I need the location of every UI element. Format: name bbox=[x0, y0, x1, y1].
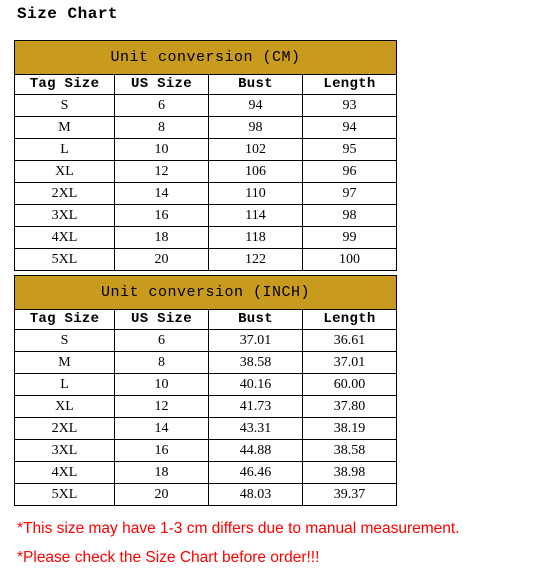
length-cell: 37.01 bbox=[303, 352, 397, 374]
length-cell: 38.19 bbox=[303, 418, 397, 440]
length-cell: 100 bbox=[303, 249, 397, 271]
table-row bbox=[15, 95, 397, 117]
table-caption: Unit conversion (CM) bbox=[15, 41, 397, 75]
tag-size-cell: 3XL bbox=[15, 440, 115, 462]
column-header-bust: Bust bbox=[209, 75, 303, 95]
table-row bbox=[15, 183, 397, 205]
length-cell: 96 bbox=[303, 161, 397, 183]
measurement-note: *This size may have 1-3 cm differs due to manual measurement. bbox=[17, 520, 460, 537]
us-size-cell: 8 bbox=[115, 117, 209, 139]
length-cell: 36.61 bbox=[303, 330, 397, 352]
bust-cell: 46.46 bbox=[209, 462, 303, 484]
table-row bbox=[15, 161, 397, 183]
us-size-cell: 8 bbox=[115, 352, 209, 374]
us-size-cell: 6 bbox=[115, 95, 209, 117]
length-cell: 94 bbox=[303, 117, 397, 139]
bust-cell: 38.58 bbox=[209, 352, 303, 374]
us-size-cell: 10 bbox=[115, 374, 209, 396]
us-size-cell: 18 bbox=[115, 227, 209, 249]
tag-size-cell: 3XL bbox=[15, 205, 115, 227]
bust-cell: 94 bbox=[209, 95, 303, 117]
bust-cell: 48.03 bbox=[209, 484, 303, 506]
tag-size-cell: 5XL bbox=[15, 484, 115, 506]
bust-cell: 40.16 bbox=[209, 374, 303, 396]
table-row bbox=[15, 440, 397, 462]
length-cell: 38.58 bbox=[303, 440, 397, 462]
table-caption: Unit conversion (INCH) bbox=[15, 276, 397, 310]
check-chart-note: *Please check the Size Chart before order!!! bbox=[17, 549, 320, 566]
tag-size-cell: XL bbox=[15, 396, 115, 418]
us-size-cell: 16 bbox=[115, 440, 209, 462]
bust-cell: 118 bbox=[209, 227, 303, 249]
table-row bbox=[15, 484, 397, 506]
length-cell: 39.37 bbox=[303, 484, 397, 506]
us-size-cell: 12 bbox=[115, 396, 209, 418]
bust-cell: 122 bbox=[209, 249, 303, 271]
tag-size-cell: L bbox=[15, 374, 115, 396]
table-row bbox=[15, 374, 397, 396]
us-size-cell: 20 bbox=[115, 484, 209, 506]
bust-cell: 102 bbox=[209, 139, 303, 161]
us-size-cell: 10 bbox=[115, 139, 209, 161]
us-size-cell: 12 bbox=[115, 161, 209, 183]
tag-size-cell: 5XL bbox=[15, 249, 115, 271]
us-size-cell: 16 bbox=[115, 205, 209, 227]
length-cell: 99 bbox=[303, 227, 397, 249]
column-header-us-size: US Size bbox=[115, 310, 209, 330]
table-row bbox=[15, 462, 397, 484]
us-size-cell: 6 bbox=[115, 330, 209, 352]
us-size-cell: 18 bbox=[115, 462, 209, 484]
column-header-length: Length bbox=[303, 310, 397, 330]
bust-cell: 110 bbox=[209, 183, 303, 205]
tag-size-cell: 4XL bbox=[15, 462, 115, 484]
column-header-bust: Bust bbox=[209, 310, 303, 330]
table-row bbox=[15, 139, 397, 161]
tag-size-cell: XL bbox=[15, 161, 115, 183]
bust-cell: 44.88 bbox=[209, 440, 303, 462]
tag-size-cell: M bbox=[15, 352, 115, 374]
column-header-us-size: US Size bbox=[115, 75, 209, 95]
table-row bbox=[15, 352, 397, 374]
bust-cell: 106 bbox=[209, 161, 303, 183]
bust-cell: 98 bbox=[209, 117, 303, 139]
length-cell: 93 bbox=[303, 95, 397, 117]
tag-size-cell: 4XL bbox=[15, 227, 115, 249]
table-row bbox=[15, 249, 397, 271]
length-cell: 60.00 bbox=[303, 374, 397, 396]
table-row bbox=[15, 396, 397, 418]
tag-size-cell: M bbox=[15, 117, 115, 139]
column-header-length: Length bbox=[303, 75, 397, 95]
bust-cell: 43.31 bbox=[209, 418, 303, 440]
bust-cell: 114 bbox=[209, 205, 303, 227]
length-cell: 98 bbox=[303, 205, 397, 227]
column-header-tag-size: Tag Size bbox=[15, 75, 115, 95]
size-table-inch bbox=[14, 275, 397, 506]
column-header-tag-size: Tag Size bbox=[15, 310, 115, 330]
table-row bbox=[15, 330, 397, 352]
tag-size-cell: 2XL bbox=[15, 183, 115, 205]
us-size-cell: 14 bbox=[115, 418, 209, 440]
us-size-cell: 20 bbox=[115, 249, 209, 271]
length-cell: 38.98 bbox=[303, 462, 397, 484]
table-row bbox=[15, 227, 397, 249]
tag-size-cell: S bbox=[15, 95, 115, 117]
tag-size-cell: S bbox=[15, 330, 115, 352]
length-cell: 97 bbox=[303, 183, 397, 205]
table-row bbox=[15, 117, 397, 139]
table-row bbox=[15, 205, 397, 227]
bust-cell: 41.73 bbox=[209, 396, 303, 418]
length-cell: 37.80 bbox=[303, 396, 397, 418]
tag-size-cell: L bbox=[15, 139, 115, 161]
size-table-cm bbox=[14, 40, 397, 271]
us-size-cell: 14 bbox=[115, 183, 209, 205]
tag-size-cell: 2XL bbox=[15, 418, 115, 440]
bust-cell: 37.01 bbox=[209, 330, 303, 352]
length-cell: 95 bbox=[303, 139, 397, 161]
page-title: Size Chart bbox=[17, 5, 119, 23]
table-row bbox=[15, 418, 397, 440]
